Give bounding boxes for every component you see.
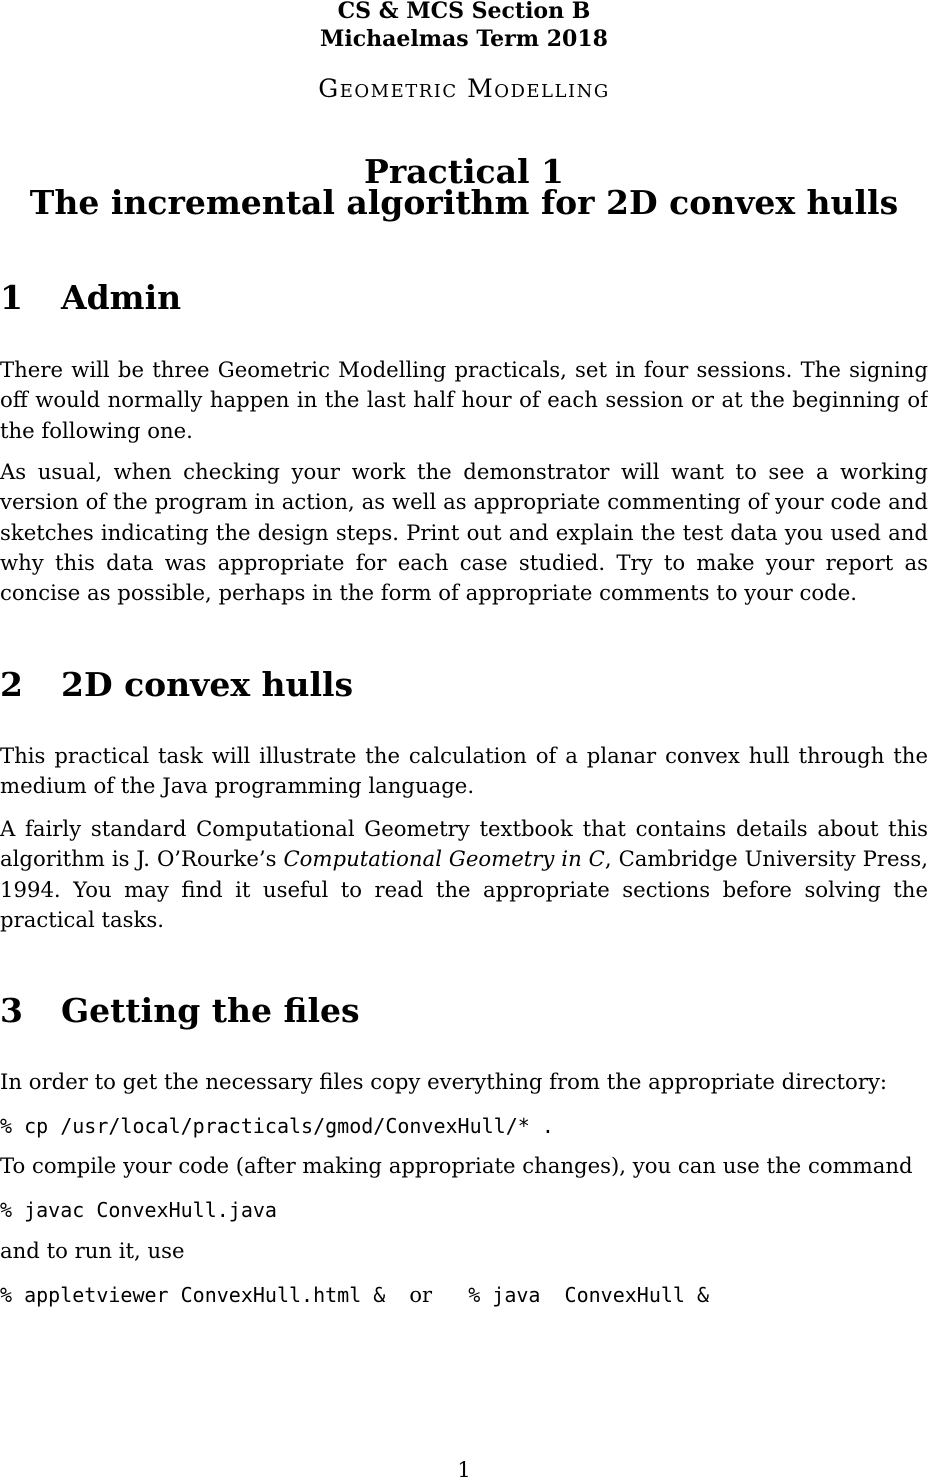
admin-paragraph-1: There will be three Geometric Modelling practicals, set in four sessions. The signing off would normally happen in the last half hour of each session or at the beginning of the following one. — [0, 357, 928, 443]
header-section-line: CS & MCS Section B — [337, 0, 591, 24]
section-number: 1 — [0, 278, 23, 317]
section-number: 3 — [0, 991, 23, 1030]
compile-instruction-text: To compile your code (after making appropriate changes), you can use the command — [0, 1153, 913, 1178]
section-title: Getting the files — [61, 991, 360, 1030]
practical-title: The incremental algorithm for 2D convex hulls — [29, 183, 899, 222]
section-number: 2 — [0, 665, 23, 704]
section-heading-admin — [0, 280, 181, 316]
section-heading-convex-hulls — [0, 667, 353, 703]
section-title: 2D convex hulls — [61, 665, 354, 704]
paragraph-text: , Cambridge University Press, 1994. You may find it useful to read the appropriate sections before solving the practical tasks. — [0, 846, 928, 932]
run-instruction-text: and to run it, use — [0, 1238, 185, 1263]
book-title: Computational Geometry in C — [283, 846, 605, 872]
run-commands-line — [0, 1280, 709, 1310]
header-term-line: Michaelmas Term 2018 — [320, 26, 608, 52]
paragraph-text: A fairly standard Computational Geometry textbook that contains details about this algorithm is J. O’Rourke’s — [0, 816, 928, 872]
section-heading-getting-files — [0, 993, 360, 1029]
or-text: or — [409, 1283, 433, 1307]
hulls-paragraph-1: This practical task will illustrate the calculation of a planar convex hull through the medium of the Java programming language. — [0, 743, 928, 799]
compile-command: % javac ConvexHull.java — [0, 1198, 277, 1222]
java-run-command: % java ConvexHull & — [468, 1283, 710, 1307]
hulls-paragraph-2 — [0, 814, 928, 935]
appletviewer-command: % appletviewer ConvexHull.html & — [0, 1283, 386, 1307]
admin-paragraph-2: As usual, when checking your work the demonstrator will want to see a working version of the program in action, as well as appropriate commenting of your code and sketches indicating the design steps. Print out and explain the test data you used and why this data was appropriate for each case studied. Try to make your report as concise as possible, perhaps in the form of appropriate comments to your code. — [0, 459, 928, 606]
section-title: Admin — [61, 278, 182, 317]
copy-command: % cp /usr/local/practicals/gmod/ConvexHull/* . — [0, 1114, 554, 1138]
page-number: 1 — [457, 1458, 471, 1482]
files-intro-text: In order to get the necessary files copy everything from the appropriate directory: — [0, 1069, 888, 1094]
course-name: Geometric Modelling — [318, 74, 610, 103]
practical-number: Practical 1 — [364, 152, 564, 191]
